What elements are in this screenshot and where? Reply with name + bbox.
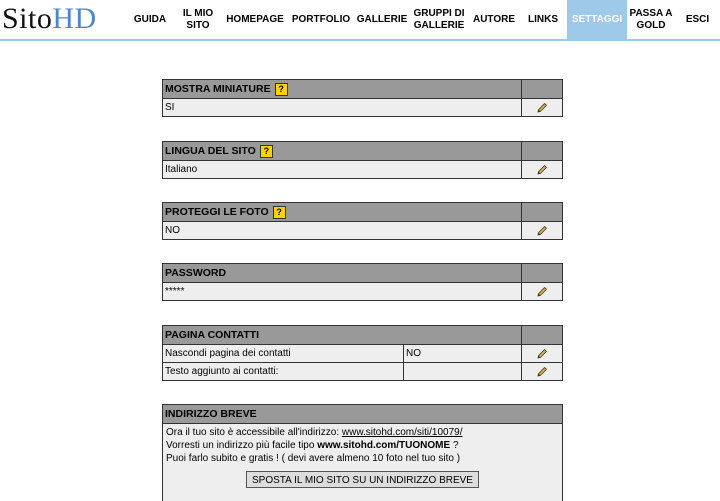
panel-header [163,80,562,99]
site-logo[interactable] [2,0,97,38]
move-to-short-address-button[interactable]: SPOSTA IL MIO SITO SU UN INDIRIZZO BREVE [246,471,479,488]
panel-short-address [162,404,563,501]
panel-title: PROTEGGI LE FOTO [165,206,269,218]
info-line2-suffix: ? [452,440,459,451]
logo-text-sito: Sito [2,2,53,35]
setting-row [163,161,562,178]
panel-title: LINGUA DEL SITO [165,145,256,157]
info-line3-text: Puoi farlo subito e gratis ! ( devi avere almeno 10 foto nel tuo sito ) [166,453,461,464]
panel-header [163,203,562,222]
panel-header [163,405,562,424]
logo-text-hd: HD [52,2,97,35]
nav-gallerie[interactable]: GALLERIE [356,13,408,25]
short-address-info [163,424,562,490]
panel-contacts [162,325,563,381]
panel-header [163,142,562,161]
panel-title: MOSTRA MINIATURE [165,83,271,95]
setting-value: NO [165,225,180,236]
nav-passa-a-gold[interactable]: PASSA A GOLD [629,7,673,31]
edit-hide-contacts-button[interactable] [521,345,562,362]
edit-protect-button[interactable] [521,222,562,239]
panel-header [163,264,562,283]
panel-language [162,141,563,179]
top-header [0,0,720,39]
header-spacer [521,203,562,221]
setting-label: Testo aggiunto ai contatti: [165,366,279,377]
example-short-url: www.sitohd.com/TUONOME [317,440,451,451]
setting-row [163,99,562,116]
setting-value: NO [403,345,521,362]
nav-esci[interactable]: ESCI [685,13,710,25]
header-spacer [521,142,562,160]
current-site-link[interactable]: www.sitohd.com/siti/10079/ [341,427,463,438]
edit-password-button[interactable] [521,283,562,300]
panel-header [163,326,562,345]
setting-row [163,345,562,362]
panel-password [162,263,563,301]
setting-value: SI [165,102,175,113]
nav-portfolio[interactable]: PORTFOLIO [291,13,351,25]
info-line2-text: Vorresti un indirizzo più facile tipo [166,440,315,451]
nav-gruppi-di-gallerie[interactable]: GRUPPI DI GALLERIE [413,7,465,31]
pencil-icon [536,102,548,114]
pencil-icon [536,225,548,237]
panel-protect-photos [162,202,563,240]
help-icon[interactable]: ? [275,83,288,96]
info-line1-text: Ora il tuo sito è accessibile all'indirizzo: [166,427,340,438]
header-divider [0,39,720,41]
nav-guida[interactable]: GUIDA [133,13,167,25]
nav-il-mio-sito[interactable]: IL MIO SITO [182,7,214,31]
nav-autore[interactable]: AUTORE [472,13,516,25]
setting-value [403,363,521,380]
pencil-icon [536,164,548,176]
setting-row [163,222,562,239]
pencil-icon [536,286,548,298]
edit-contact-text-button[interactable] [521,363,562,380]
nav-settaggi[interactable]: SETTAGGI [567,0,627,39]
help-icon[interactable]: ? [273,206,286,219]
help-icon[interactable]: ? [260,145,273,158]
setting-label: Nascondi pagina dei contatti [165,348,291,359]
panel-title: PAGINA CONTATTI [165,329,260,341]
panel-title: PASSWORD [165,267,227,279]
pencil-icon [536,366,548,378]
edit-thumbnails-button[interactable] [521,99,562,116]
header-spacer [521,264,562,282]
setting-value: Italiano [165,164,198,175]
nav-homepage[interactable]: HOMEPAGE [226,13,284,25]
edit-language-button[interactable] [521,161,562,178]
pencil-icon [536,348,548,360]
panel-thumbnails [162,79,563,117]
setting-row [163,362,562,380]
header-spacer [521,326,562,344]
setting-row [163,283,562,300]
nav-links[interactable]: LINKS [528,13,558,25]
panel-title: INDIRIZZO BREVE [165,408,257,420]
password-value: ***** [165,286,185,297]
header-spacer [521,80,562,98]
